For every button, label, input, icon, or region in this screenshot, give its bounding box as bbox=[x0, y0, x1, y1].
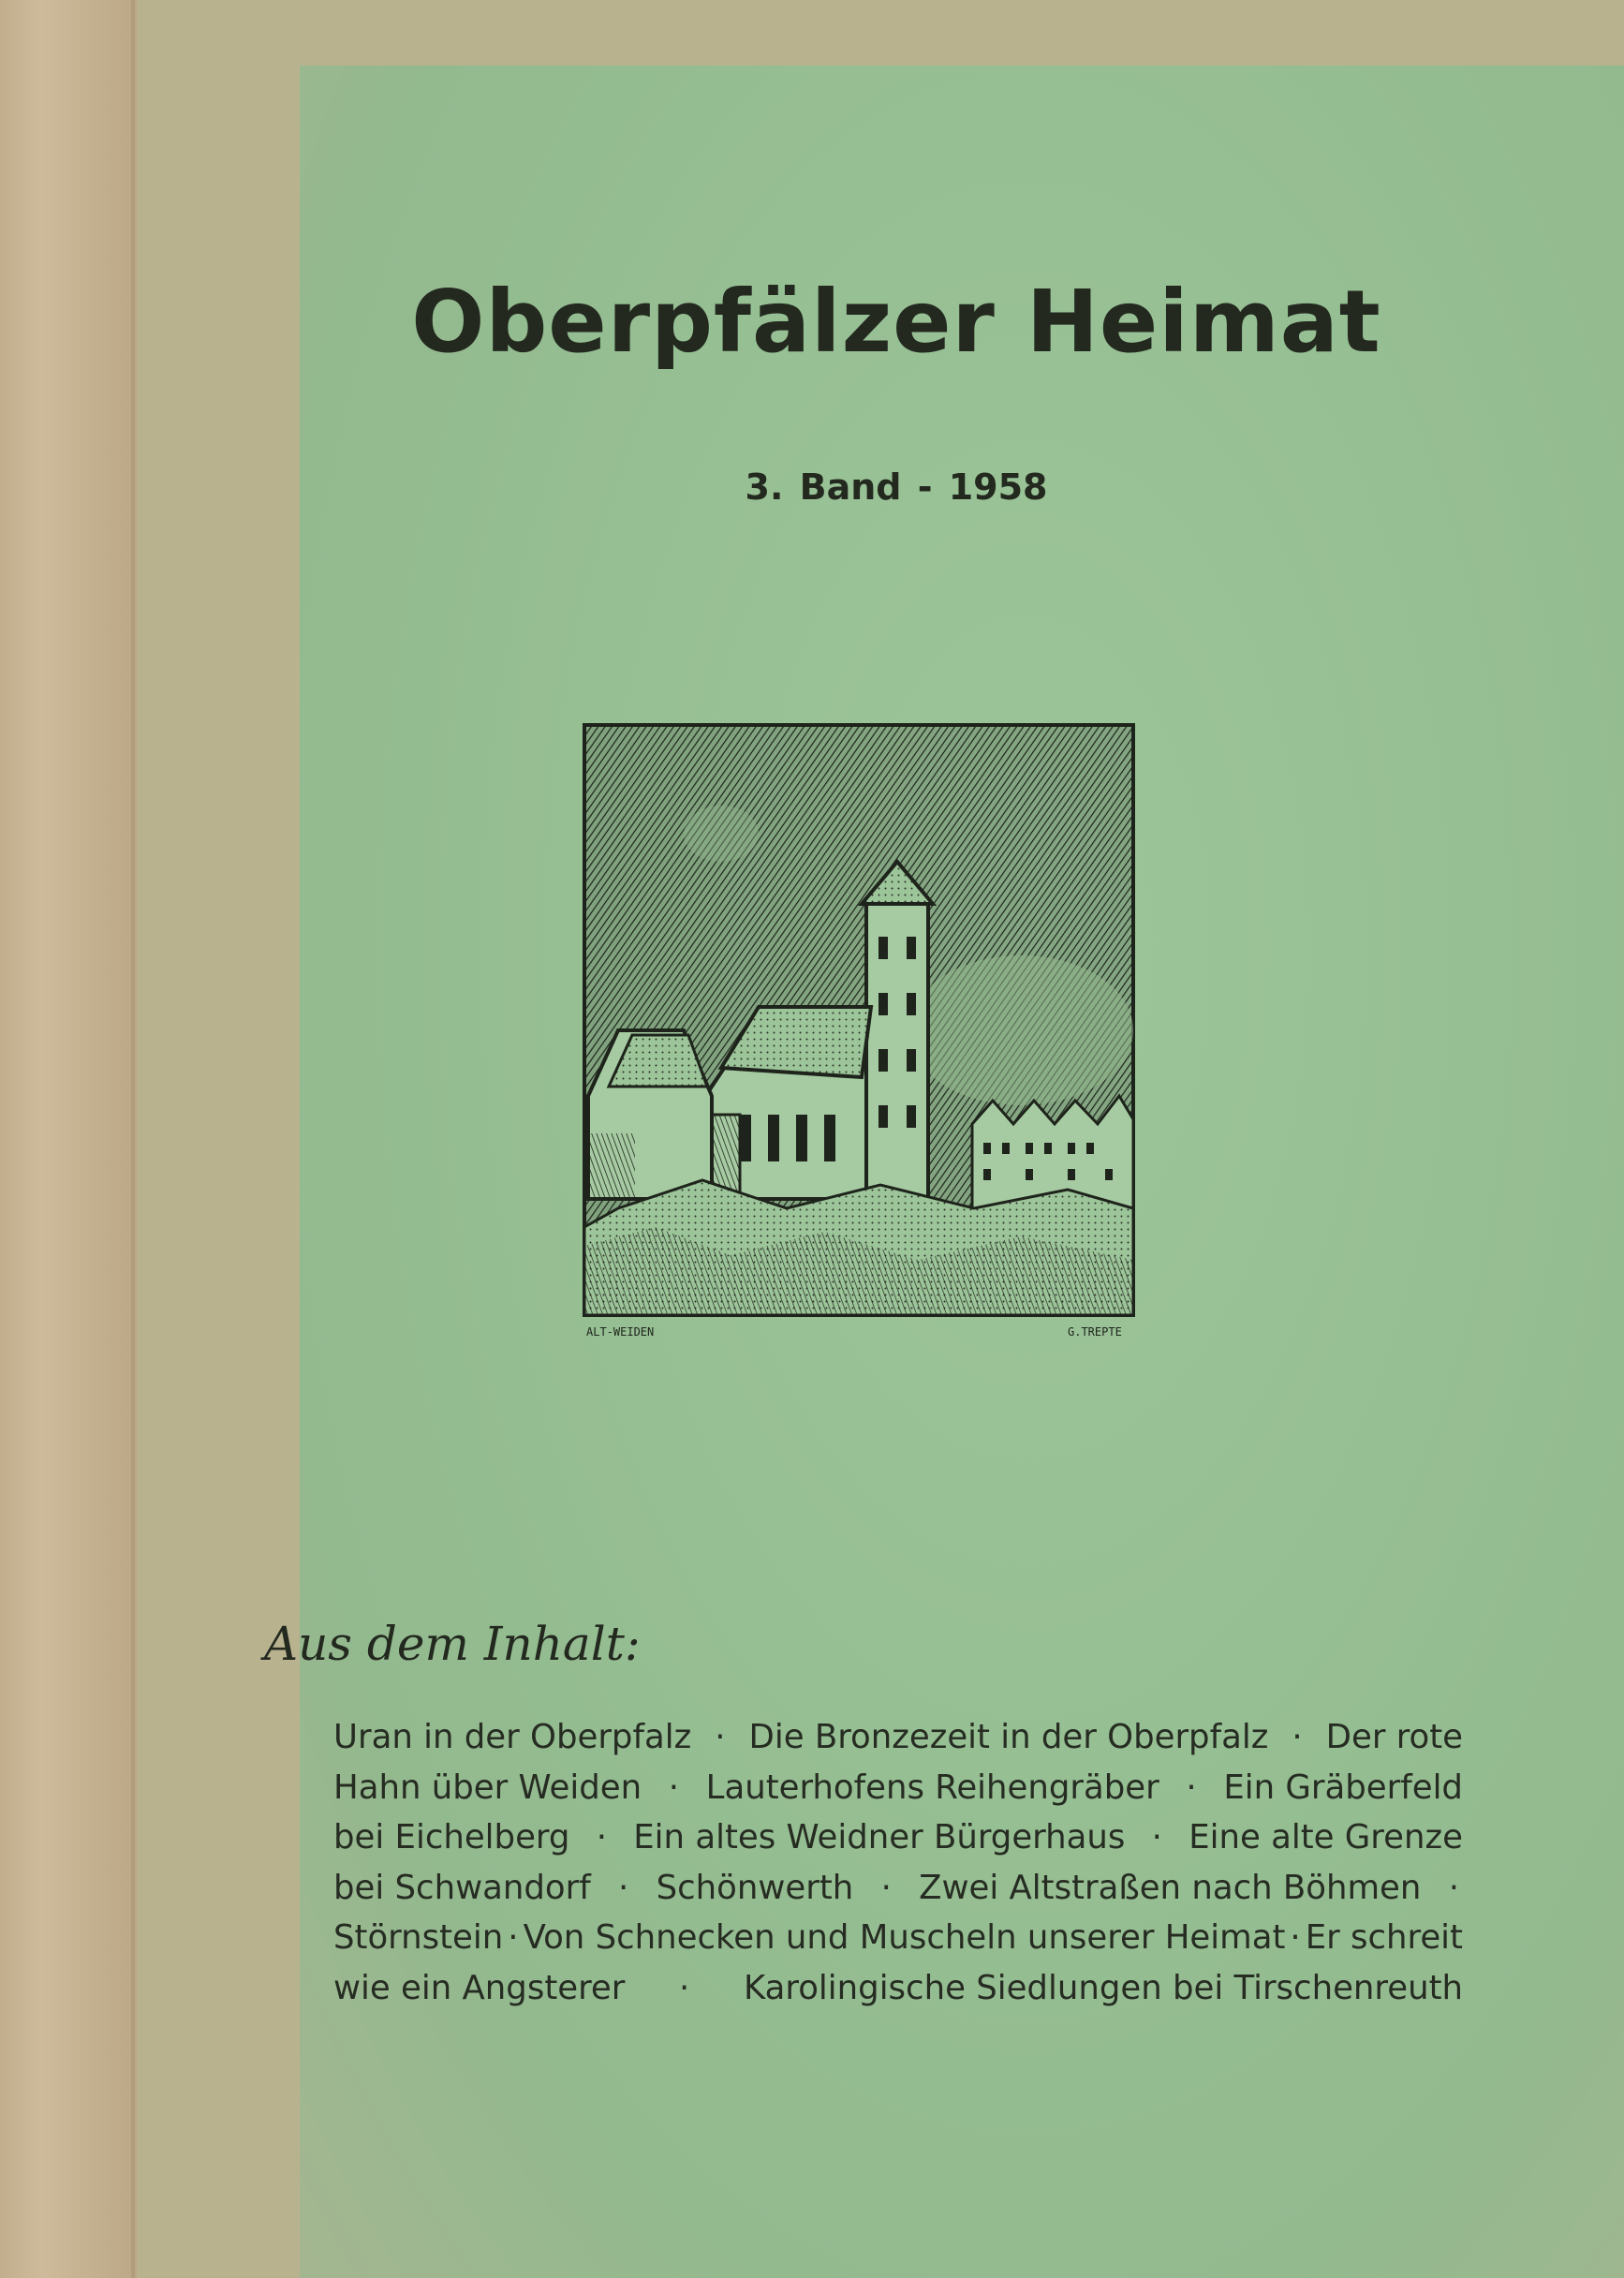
contents-separator: · bbox=[1448, 1868, 1459, 1907]
contents-separator: · bbox=[1292, 1718, 1303, 1756]
contents-item: Uran in der Oberpfalz bbox=[333, 1718, 692, 1756]
contents-item: Hahn über Weiden bbox=[333, 1768, 642, 1807]
contents-line bbox=[333, 1863, 1463, 1914]
contents-item: Ein Gräberfeld bbox=[1223, 1768, 1463, 1807]
contents-list bbox=[333, 1712, 1463, 2013]
contents-item: Von Schnecken und Muscheln unserer Heimat bbox=[523, 1918, 1286, 1957]
contents-item: Schönwerth bbox=[656, 1868, 854, 1907]
contents-item: Karolingische Siedlungen bei Tirschenreuth bbox=[743, 1968, 1463, 2007]
contents-item: wie ein Angsterer bbox=[333, 1968, 626, 2007]
contents-item: Ein altes Weidner Bürgerhaus bbox=[633, 1818, 1126, 1856]
illustration-caption-left: ALT-WEIDEN bbox=[586, 1325, 655, 1339]
contents-separator: · bbox=[715, 1718, 726, 1756]
contents-separator: · bbox=[596, 1818, 607, 1856]
contents-item: Zwei Altstraßen nach Böhmen bbox=[919, 1868, 1422, 1907]
cover-title: Oberpfälzer Heimat bbox=[411, 272, 1381, 372]
contents-item: Eine alte Grenze bbox=[1188, 1818, 1463, 1856]
contents-line bbox=[333, 1963, 1463, 2014]
contents-line bbox=[333, 1812, 1463, 1863]
contents-heading: Aus dem Inhalt: bbox=[264, 1617, 641, 1671]
contents-item: Der rote bbox=[1325, 1718, 1463, 1756]
contents-line bbox=[333, 1913, 1463, 1963]
church-woodcut-illustration bbox=[581, 721, 1137, 1339]
contents-line bbox=[333, 1712, 1463, 1763]
contents-separator: · bbox=[679, 1968, 690, 2007]
contents-separator: · bbox=[618, 1868, 629, 1907]
contents-item: Die Bronzezeit in der Oberpfalz bbox=[748, 1718, 1269, 1756]
illustration-caption-right: G.TREPTE bbox=[1068, 1325, 1122, 1339]
contents-line bbox=[333, 1763, 1463, 1813]
contents-item: Lauterhofens Reihengräber bbox=[705, 1768, 1159, 1807]
contents-item: Er schreit bbox=[1305, 1918, 1463, 1957]
contents-separator: · bbox=[508, 1918, 519, 1957]
contents-separator: · bbox=[1290, 1918, 1301, 1957]
contents-separator: · bbox=[668, 1768, 680, 1807]
contents-separator: · bbox=[880, 1868, 892, 1907]
contents-separator: · bbox=[1151, 1818, 1162, 1856]
contents-item: bei Eichelberg bbox=[333, 1818, 570, 1856]
contents-item: bei Schwandorf bbox=[333, 1868, 591, 1907]
contents-item: Störnstein bbox=[333, 1918, 504, 1957]
volume-year: 3. Band - 1958 bbox=[745, 466, 1048, 508]
contents-separator: · bbox=[1186, 1768, 1197, 1807]
